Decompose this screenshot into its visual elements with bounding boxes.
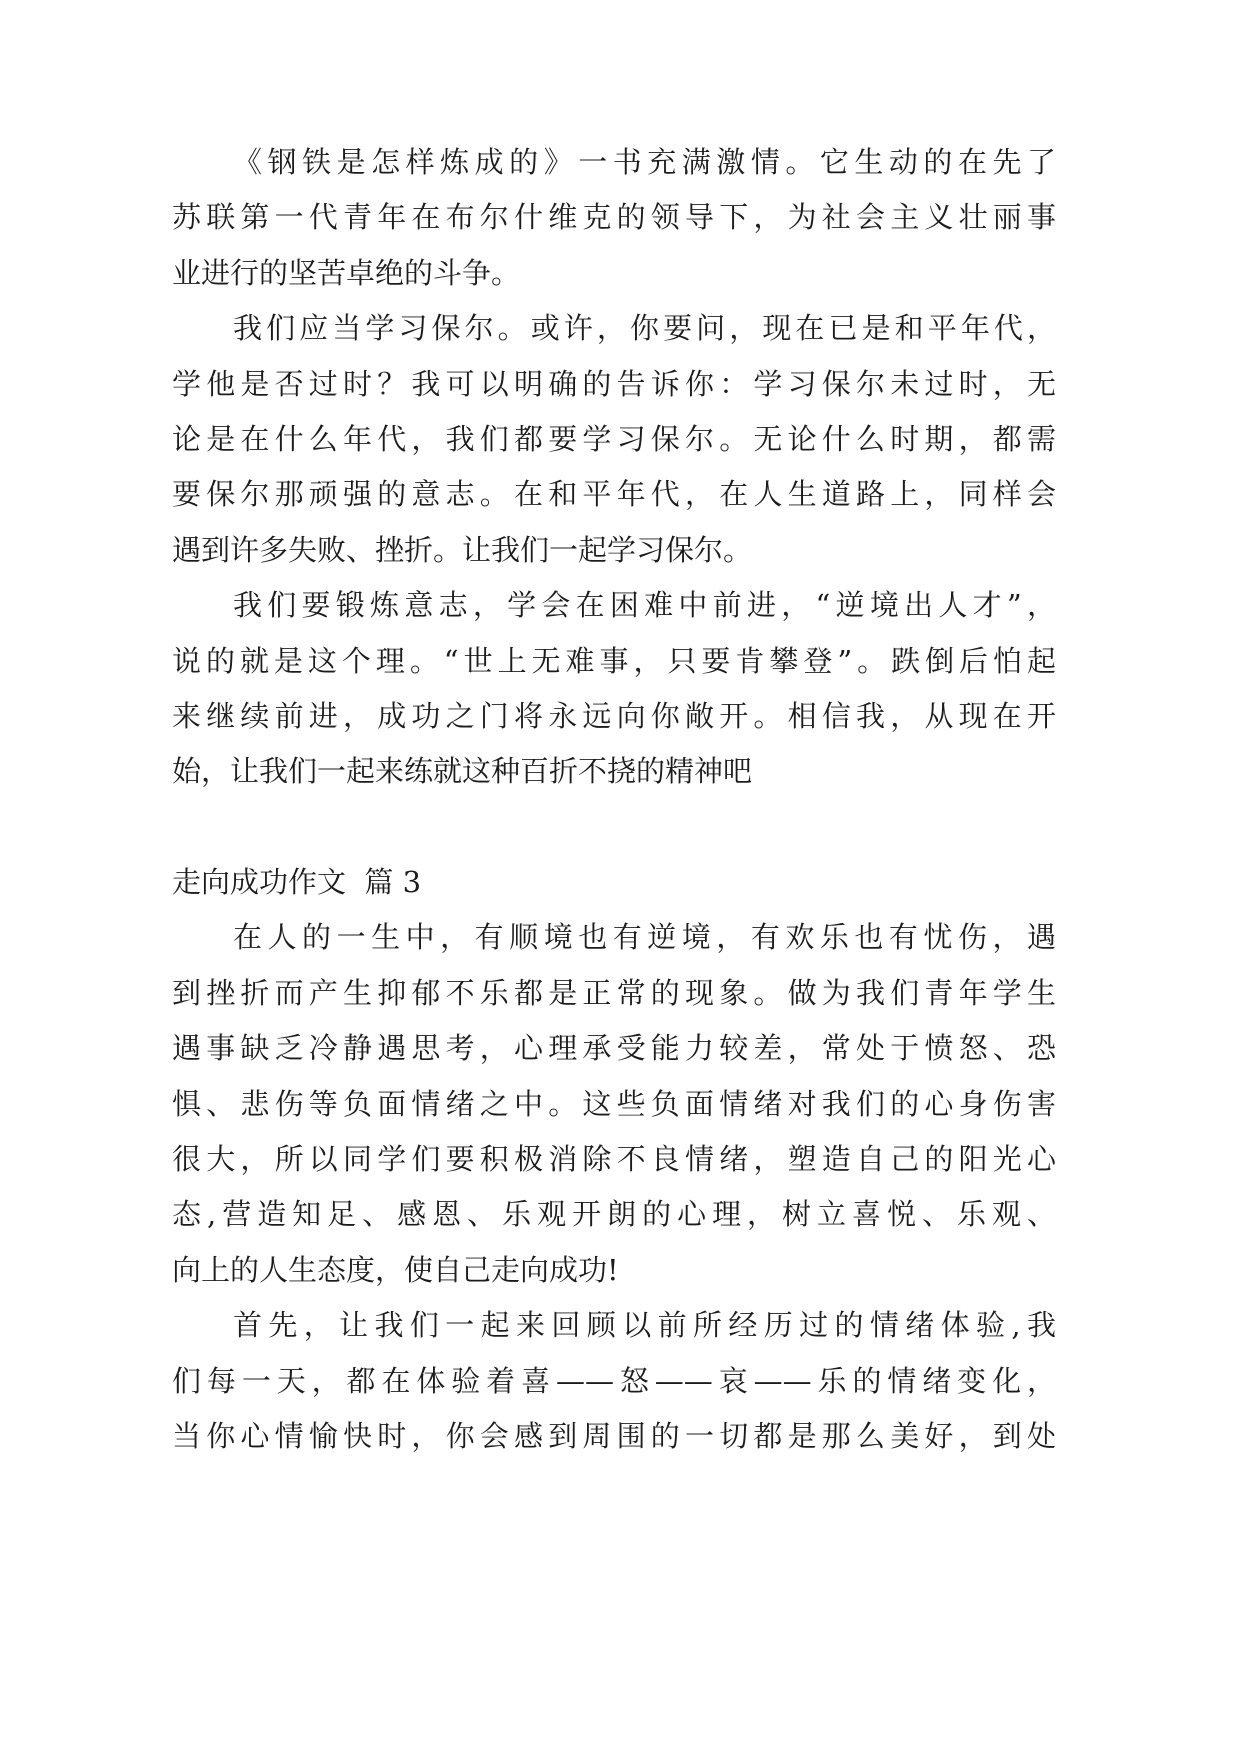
- text-line: 我们应当学习保尔。或许，你要问，现在已是和平年代，: [233, 311, 1056, 346]
- text-line: 《钢铁是怎样炼成的》一书充满激情。它生动的在先了: [233, 145, 1056, 179]
- text-line: 在人的一生中，有顺境也有逆境，有欢乐也有忧伤，遇: [233, 920, 1056, 955]
- text-line: 业进行的坚苦卓绝的斗争。: [172, 255, 521, 290]
- text-line: 遇事缺乏冷静遇思考，心理承受能力较差，常处于愤怒、恐: [172, 1031, 1056, 1066]
- text-line: 学他是否过时？我可以明确的告诉你：学习保尔未过时，无: [172, 366, 1056, 401]
- text-line: 遇到许多失败、挫折。让我们一起学习保尔。: [172, 532, 753, 567]
- text-line: 们每一天，都在体验着喜——怒——哀——乐的情绪变化，: [172, 1363, 1056, 1398]
- text-line: 苏联第一代青年在布尔什维克的领导下，为社会主义壮丽事: [172, 200, 1056, 235]
- text-line: 到挫折而产生抑郁不乐都是正常的现象。做为我们青年学生: [172, 975, 1056, 1010]
- text-line: 始，让我们一起来练就这种百折不挠的精神吧: [172, 754, 753, 789]
- text-line: 要保尔那顽强的意志。在和平年代，在人生道路上，同样会: [172, 477, 1056, 512]
- text-line: 惧、悲伤等负面情绪之中。这些负面情绪对我们的心身伤害: [172, 1086, 1056, 1121]
- section-heading: 走向成功作文 篇 3: [172, 865, 422, 900]
- text-line: 当你心情愉快时，你会感到周围的一切都是那么美好，到处: [172, 1418, 1056, 1453]
- text-line: 首先，让我们一起来回顾以前所经历过的情绪体验,我: [233, 1308, 1056, 1343]
- text-line: 态,营造知足、感恩、乐观开朗的心理，树立喜悦、乐观、: [172, 1197, 1056, 1232]
- text-line: 很大，所以同学们要积极消除不良情绪，塑造自己的阳光心: [172, 1142, 1056, 1177]
- text-line: 论是在什么年代，我们都要学习保尔。无论什么时期，都需: [172, 421, 1056, 456]
- text-line: 我们要锻炼意志，学会在困难中前进，“逆境出人才”，: [233, 588, 1056, 623]
- paragraph: [172, 1298, 1056, 1464]
- document-body: [172, 135, 1056, 1464]
- text-line: 来继续前进，成功之门将永远向你敞开。相信我，从现在开: [172, 698, 1056, 733]
- paragraph: [172, 301, 1056, 578]
- text-line: 向上的人生态度，使自己走向成功!: [172, 1252, 619, 1287]
- text-line: 说的就是这个理。“世上无难事，只要肯攀登”。跌倒后怕起: [172, 643, 1056, 678]
- paragraph: [172, 578, 1056, 800]
- paragraph: [172, 135, 1056, 301]
- paragraph: [172, 910, 1056, 1298]
